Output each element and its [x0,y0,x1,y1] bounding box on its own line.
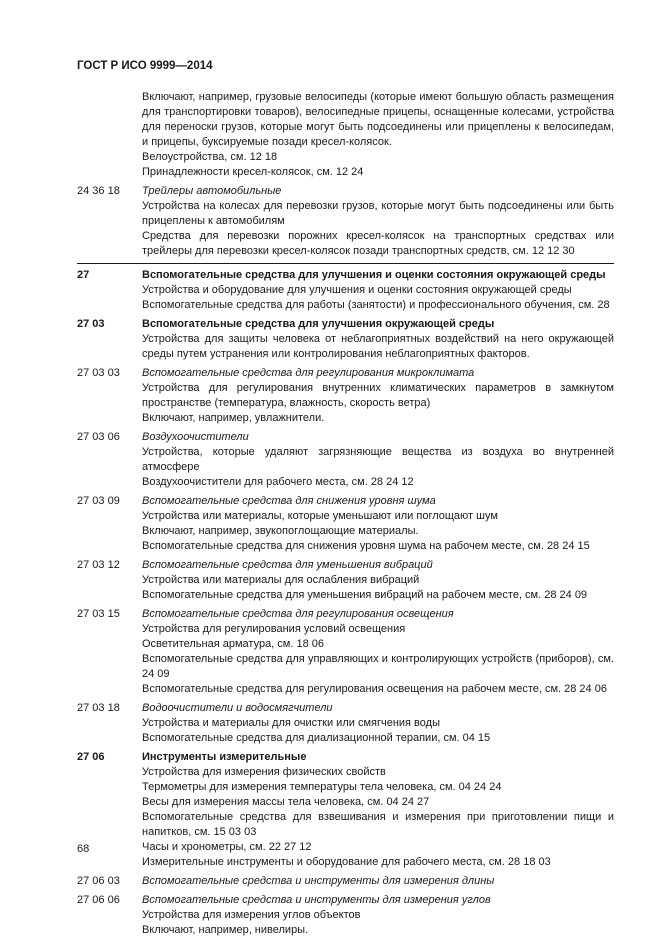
entry-text: Вспомогательные средства для взвешивания и измерения при приготовлении пищи и напитков, см. 15 03 03 [142,811,614,838]
entry-title: Воздухоочистители [142,431,249,443]
entry-text: Принадлежности кресел-колясок, см. 12 24 [142,166,364,178]
classification-entry [77,366,614,426]
entry-text: Устройства для регулирования внутренних климатических параметров в замкнутом пространстве (температура, влажность, скорость ветра) [142,382,614,409]
entry-body [142,607,614,697]
classification-entry [77,430,614,490]
entry-body [142,184,614,259]
classification-entry [77,874,614,889]
entry-title: Вспомогательные средства для регулирования микроклимата [142,367,475,379]
classification-entry [77,268,614,313]
classification-entry [77,317,614,362]
entry-text: Устройства или материалы для ослабления вибраций [142,574,420,586]
entry-title: Вспомогательные средства для уменьшения вибраций [142,559,433,571]
entry-text: Включают, например, увлажнители. [142,412,325,424]
entry-code: 27 03 03 [77,367,120,379]
classification-entry [77,184,614,259]
entry-body [142,874,614,889]
entry-code: 27 03 18 [77,702,120,714]
entry-code: 27 03 [77,318,105,330]
entry-code: 27 03 06 [77,431,120,443]
entry-code: 27 06 06 [77,894,120,906]
entry-text: Вспомогательные средства для уменьшения вибраций на рабочем месте, см. 28 24 09 [142,589,588,601]
entry-body [142,268,614,313]
classification-entry [77,607,614,697]
entry-body [142,494,614,554]
entry-title: Вспомогательные средства для улучшения и оценки состояния окружающей среды [142,269,606,281]
entry-code: 27 06 03 [77,875,120,887]
entry-title: Трейлеры автомобильные [142,185,282,197]
classification-entry [77,893,614,938]
entry-code: 27 03 15 [77,608,120,620]
entry-text: Устройства и оборудование для улучшения и оценки состояния окружающей среды [142,284,572,296]
classification-entry [77,701,614,746]
entry-text: Вспомогательные средства для управляющих и контролирующих устройств (приборов), см. 24 09 [142,653,614,680]
entry-text: Устройства, которые удаляют загрязняющие вещества из воздуха во внутренней атмосфере [142,446,614,473]
entry-text: Устройства для защиты человека от неблагоприятных воздействий на него окружающей среды путем устранения или контролирования неблагоприятных факторов. [142,333,614,360]
entry-title: Вспомогательные средства для улучшения окружающей среды [142,318,495,330]
entry-title: Инструменты измерительные [142,751,307,763]
entry-text: Включают, например, звукопоглощающие материалы. [142,525,419,537]
entry-text: Вспомогательные средства для снижения уровня шума на рабочем месте, см. 28 24 15 [142,540,590,552]
document-header: ГОСТ Р ИСО 9999—2014 [77,60,213,72]
entry-text: Вспомогательные средства для регулирования освещения на рабочем месте, см. 28 24 06 [142,683,607,695]
entry-text: Включают, например, грузовые велосипеды (которые имеют большую область размещения для транспортировки товаров), велосипедные прицепы, оснащенные колесами, устройства для переноски грузов, которые могут быть подсоединены или прицеплены к велосипедам, и прицепы, буксируемые позади кресел-колясок. [142,91,614,148]
entry-code: 27 06 [77,751,105,763]
entry-title: Вспомогательные средства для снижения уровня шума [142,495,436,507]
entry-code: 27 03 09 [77,495,120,507]
entry-text: Устройства на колесах для перевозки грузов, которые могут быть подсоединены или быть прицеплены к автомобилям [142,200,614,227]
classification-entry [77,90,614,180]
entry-body [142,558,614,603]
entry-body [142,893,614,938]
entry-text: Часы и хронометры, см. 22 27 12 [142,841,312,853]
entry-text: Воздухоочистители для рабочего места, см. 28 24 12 [142,476,414,488]
entry-text: Средства для перевозки порожних кресел-колясок на транспортных средствах или трейлеры для перевозки кресел-колясок позади транспортных средств, см. 12 12 30 [142,230,614,257]
entry-text: Устройства для измерения физических свойств [142,766,386,778]
entry-body [142,430,614,490]
entry-text: Измерительные инструменты и оборудование для рабочего места, см. 28 18 03 [142,856,551,868]
entry-text: Термометры для измерения температуры тела человека, см. 04 24 24 [142,781,502,793]
entry-title: Вспомогательные средства и инструменты для измерения длины [142,875,495,887]
entry-text: Устройства или материалы, которые уменьшают или поглощают шум [142,510,498,522]
entry-text: Вспомогательные средства для работы (занятости) и профессионального обучения, см. 28 [142,299,610,311]
classification-entry [77,750,614,870]
entry-title: Вспомогательные средства и инструменты для измерения углов [142,894,491,906]
entry-text: Устройства для регулирования условий освещения [142,623,406,635]
section-divider [77,263,614,264]
entry-body [142,366,614,426]
entry-code: 27 [77,269,90,281]
classification-content [77,90,614,938]
entry-text: Устройства для измерения углов объектов [142,909,361,921]
entry-body [142,90,614,180]
entry-text: Включают, например, нивелиры. [142,924,309,936]
entry-text: Осветительная арматура, см. 18 06 [142,638,324,650]
classification-entry [77,558,614,603]
entry-code: 27 03 12 [77,559,120,571]
entry-code: 24 36 18 [77,185,120,197]
entry-body [142,317,614,362]
page-number: 68 [77,843,90,855]
entry-text: Вспомогательные средства для диализационной терапии, см. 04 15 [142,732,491,744]
entry-body [142,701,614,746]
entry-text: Весы для измерения массы тела человека, см. 04 24 27 [142,796,430,808]
entry-code [77,90,142,180]
classification-entry [77,494,614,554]
entry-text: Устройства и материалы для очистки или смягчения воды [142,717,440,729]
entry-title: Водоочистители и водосмягчители [142,702,333,714]
entry-title: Вспомогательные средства для регулирования освещения [142,608,454,620]
entry-text: Велоустройства, см. 12 18 [142,151,278,163]
entry-body [142,750,614,870]
